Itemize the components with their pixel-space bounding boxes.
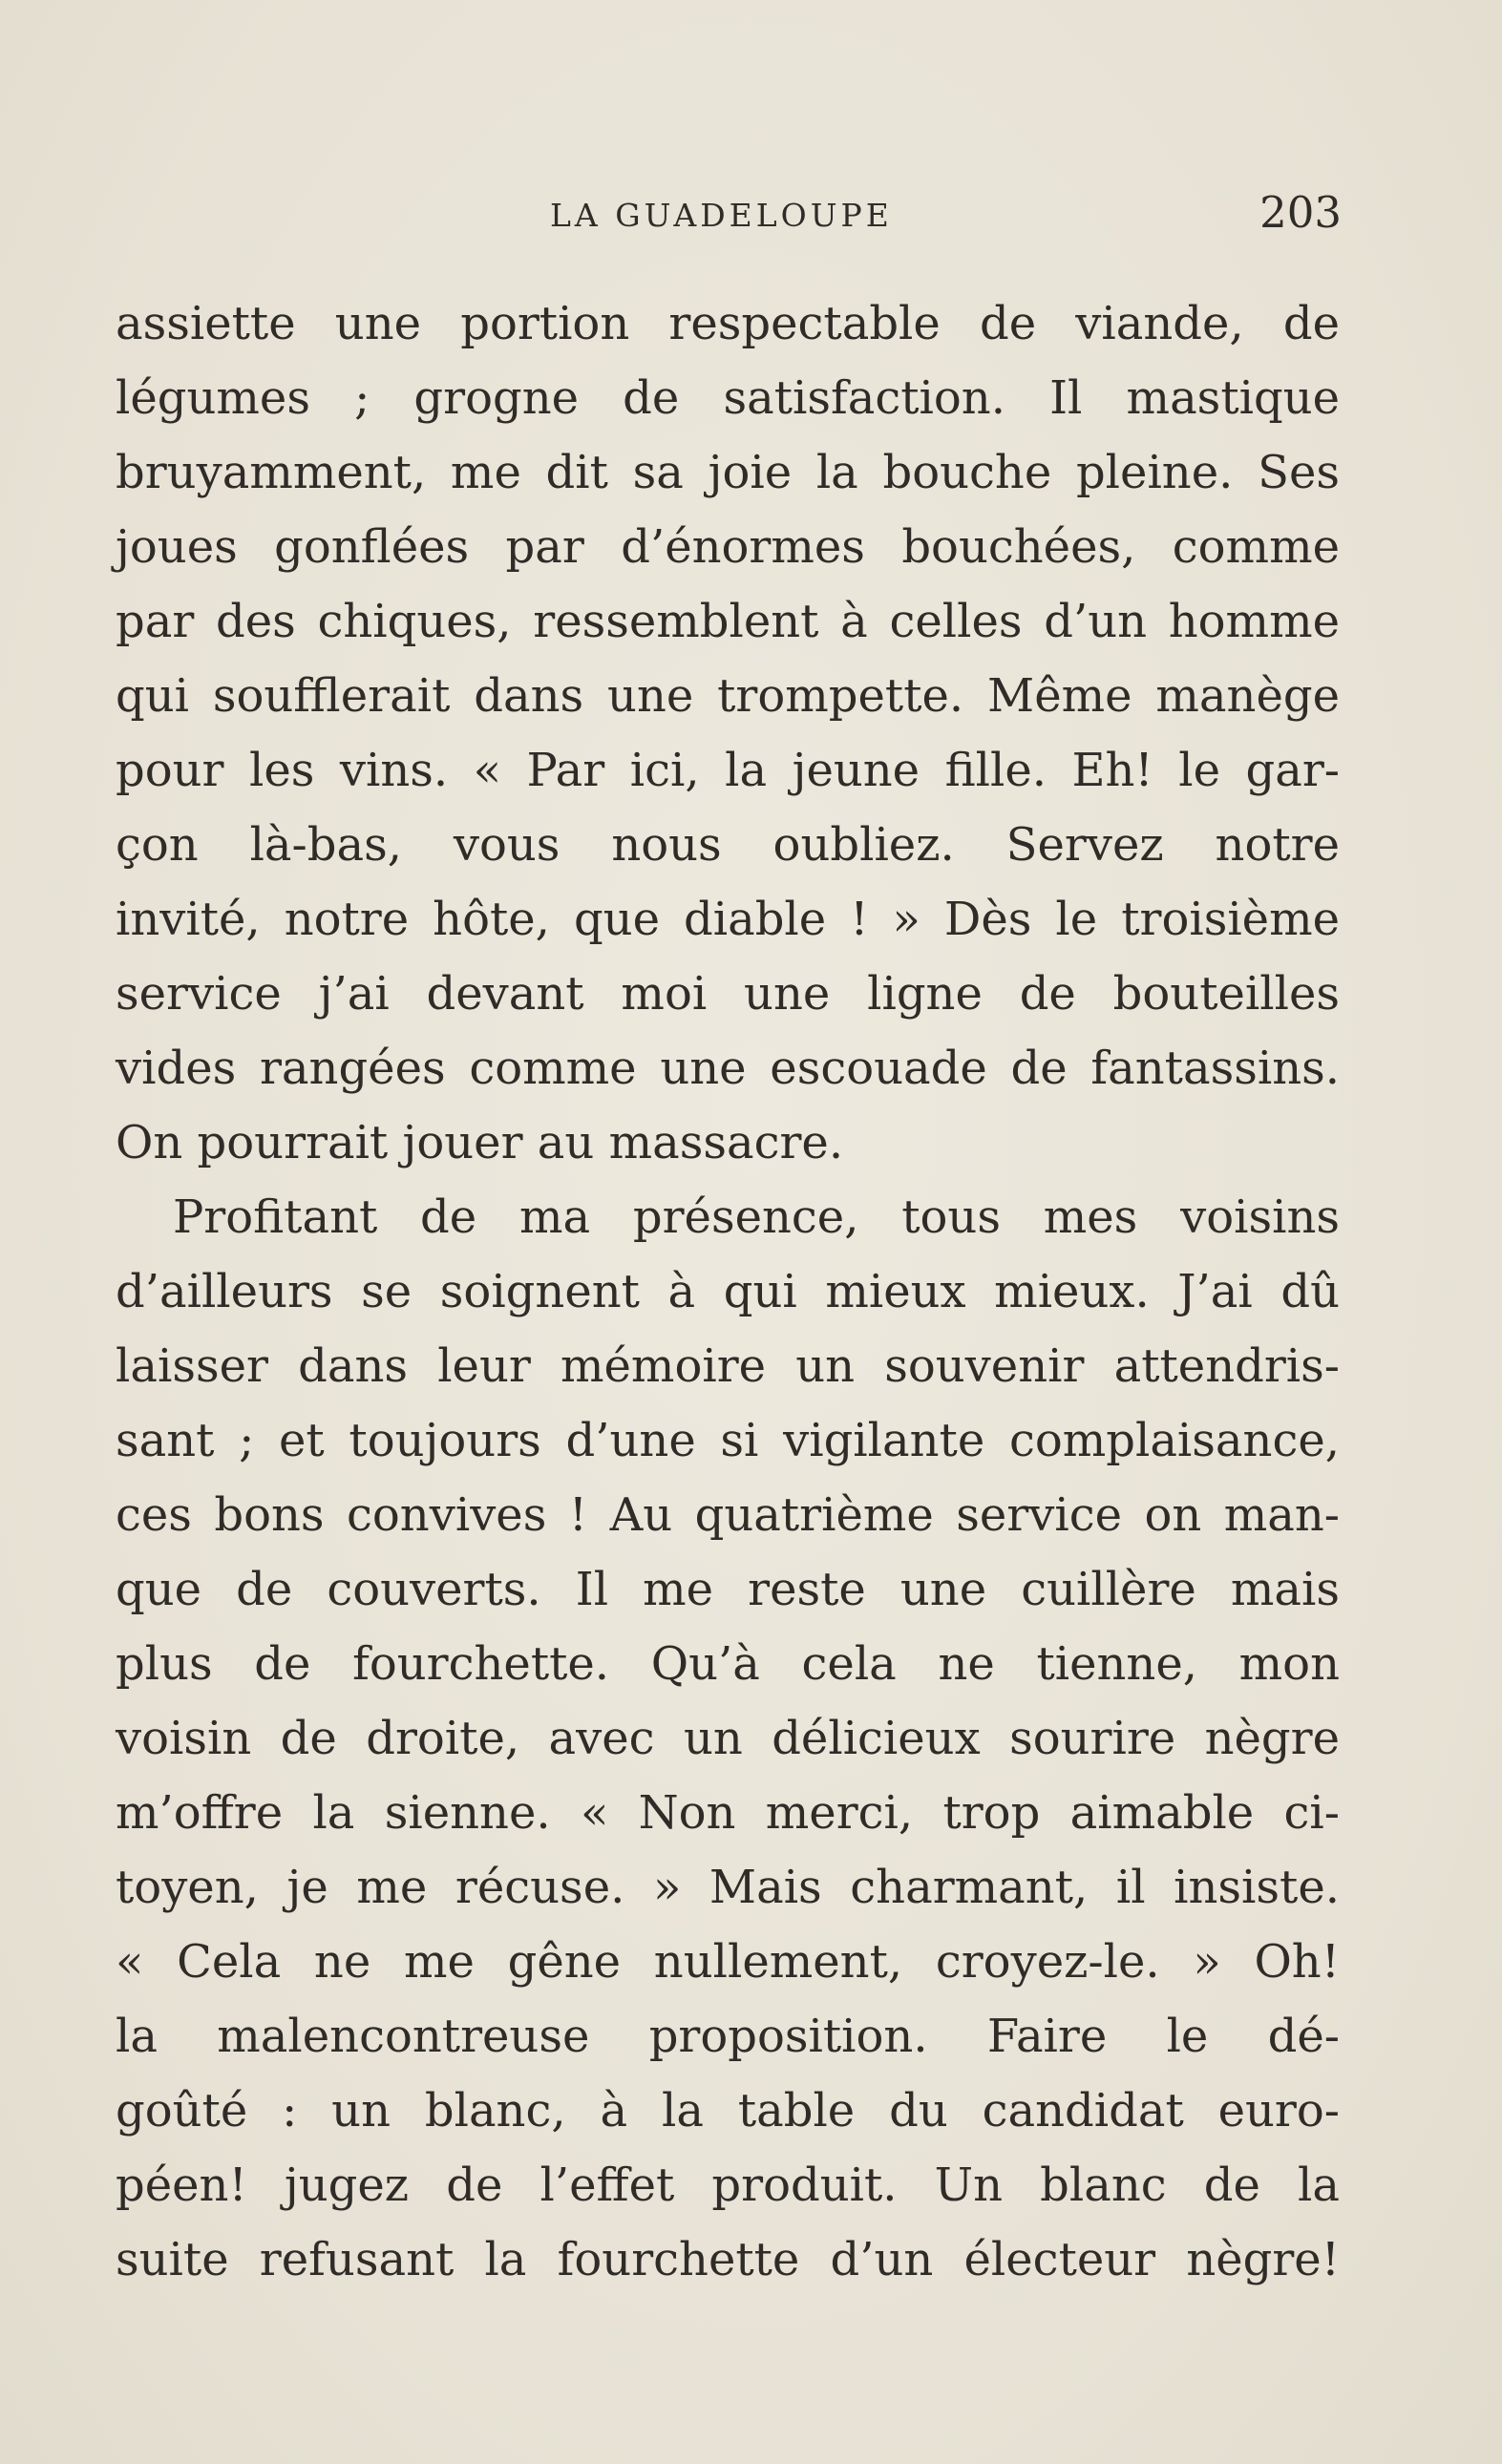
- text-line-11: vides rangées comme une escouade de fantassins.: [116, 1042, 1340, 1095]
- text-line-13: Profitant de ma présence, tous mes voisins: [173, 1190, 1340, 1244]
- text-line-26: péen! jugez de l’effet produit. Un blanc de la: [116, 2159, 1340, 2212]
- text-line-4: joues gonflées par d’énormes bouchées, comme: [116, 520, 1340, 574]
- text-line-20: voisin de droite, avec un délicieux sourire nègre: [116, 1712, 1340, 1765]
- running-head: [0, 187, 1502, 244]
- text-line-19: plus de fourchette. Qu’à cela ne tienne, mon: [116, 1637, 1340, 1691]
- page-number: 203: [1259, 187, 1342, 238]
- running-title: LA GUADELOUPE: [550, 197, 893, 234]
- text-line-1: assiette une portion respectable de viande, de: [116, 297, 1340, 350]
- text-line-8: çon là-bas, vous nous oubliez. Servez notre: [116, 818, 1340, 872]
- text-line-3: bruyamment, me dit sa joie la bouche pleine. Ses: [116, 446, 1340, 499]
- text-line-23: « Cela ne me gêne nullement, croyez-le. » Oh!: [116, 1935, 1340, 1989]
- text-line-17: ces bons convives ! Au quatrième service on man-: [116, 1488, 1340, 1542]
- text-line-14: d’ailleurs se soignent à qui mieux mieux. J’ai dû: [116, 1265, 1340, 1318]
- text-line-9: invité, notre hôte, que diable ! » Dès le troisième: [116, 893, 1340, 946]
- text-line-5: par des chiques, ressemblent à celles d’un homme: [116, 595, 1340, 648]
- text-line-21: m’offre la sienne. « Non merci, trop aimable ci-: [116, 1786, 1340, 1840]
- text-line-10: service j’ai devant moi une ligne de bouteilles: [116, 967, 1340, 1021]
- text-line-15: laisser dans leur mémoire un souvenir attendris-: [116, 1339, 1340, 1393]
- text-line-2: légumes ; grogne de satisfaction. Il mastique: [116, 371, 1340, 425]
- body-text: [116, 286, 1340, 2297]
- text-line-12: On pourrait jouer au massacre.: [116, 1116, 844, 1169]
- text-line-6: qui soufflerait dans une trompette. Même manège: [116, 669, 1340, 723]
- text-line-7: pour les vins. « Par ici, la jeune fille. Eh! le gar-: [116, 744, 1340, 797]
- text-line-22: toyen, je me récuse. » Mais charmant, il insiste.: [116, 1861, 1340, 1914]
- text-line-18: que de couverts. Il me reste une cuillère mais: [116, 1563, 1340, 1616]
- text-line-16: sant ; et toujours d’une si vigilante complaisance,: [116, 1414, 1340, 1467]
- text-line-25: goûté : un blanc, à la table du candidat euro-: [116, 2084, 1340, 2138]
- text-line-24: la malencontreuse proposition. Faire le dé-: [116, 2010, 1340, 2063]
- text-line-27: suite refusant la fourchette d’un électeur nègre!: [116, 2233, 1340, 2286]
